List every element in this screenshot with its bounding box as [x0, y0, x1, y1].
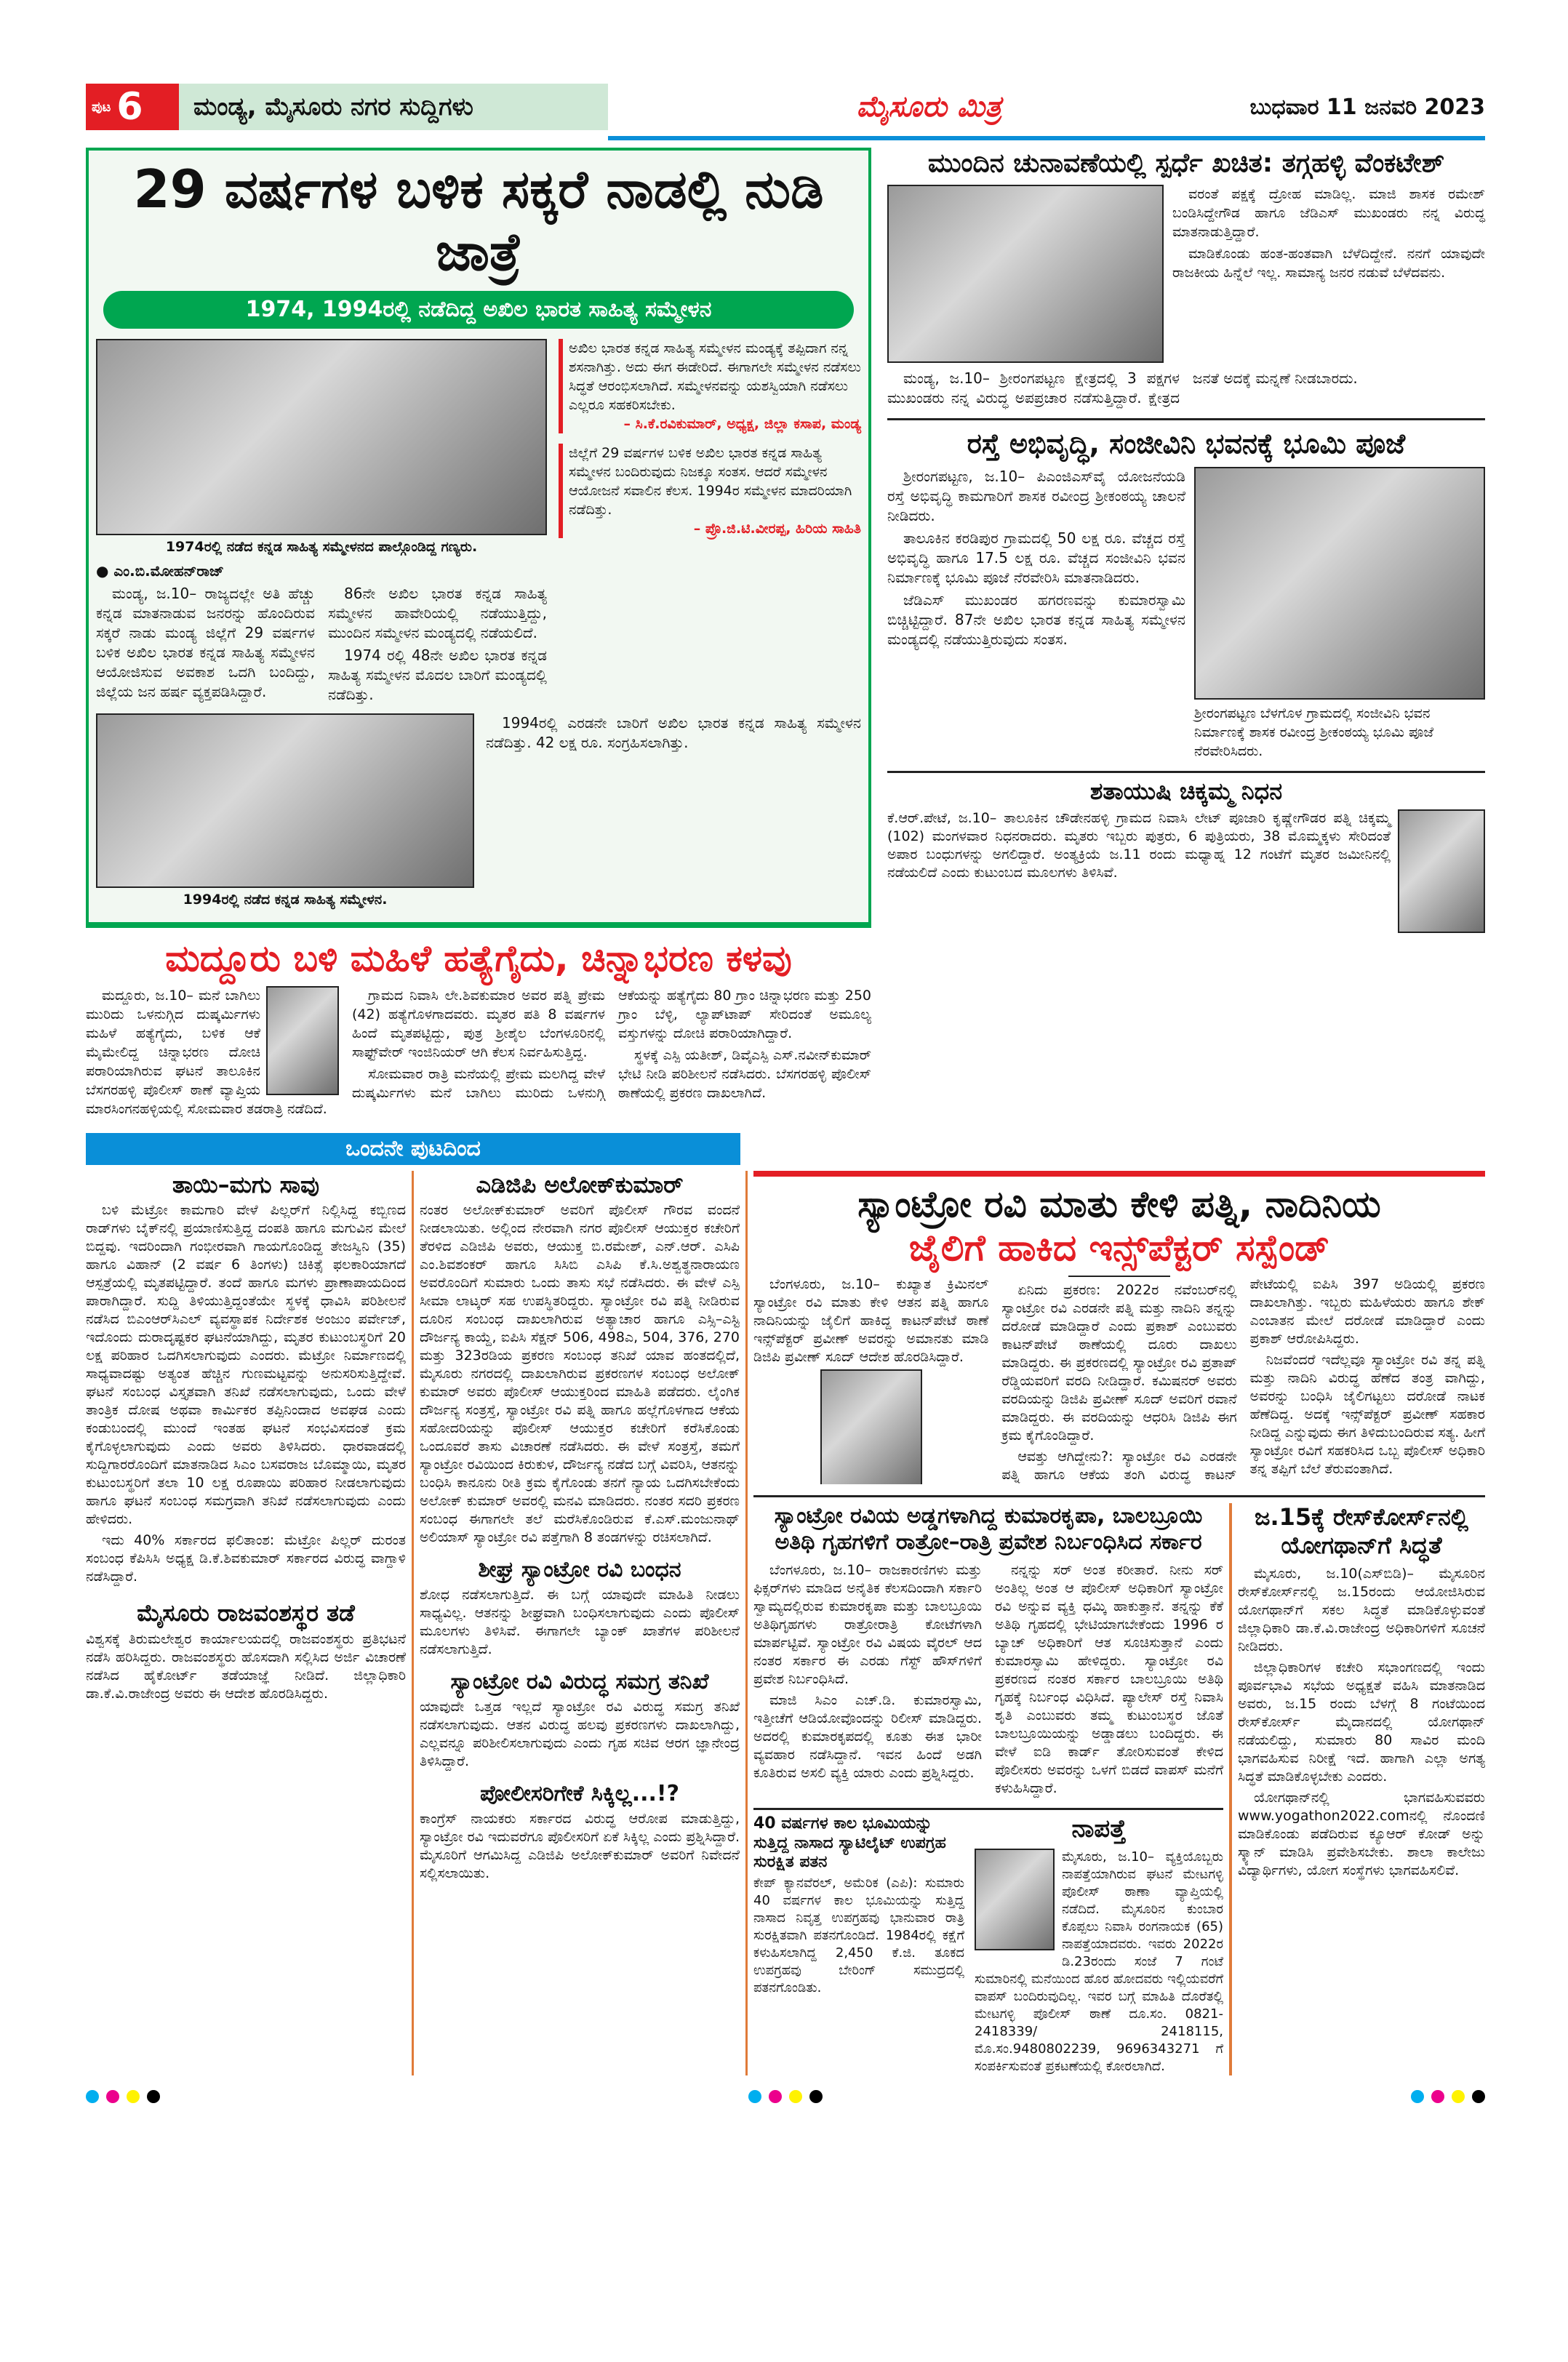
body [887, 467, 1185, 652]
headline: ಮೈಸೂರು ರಾಜವಂಶಸ್ಥರ ತಡೆ [137, 1599, 355, 1628]
photo-1974-sammelana [96, 339, 547, 535]
photo-tagahalli-venkatesh [887, 185, 1164, 363]
body: ಕಾಂಗ್ರೆಸ್ ನಾಯಕರು ಸರ್ಕಾರದ ವಿರುದ್ಧ ಆರೋಪ ಮಾಡುತ್ತಿದ್ದು, ಸ್ಯಾಂಟ್ರೋ ರವಿ ಇದುವರೆಗೂ ಪೊಲೀಸರಿಗೆ ಏಕೆ ಸಿಕ್ಕಿಲ್ಲ ಎಂದು ಪ್ರಶ್ನಿಸಿದ್ದಾರೆ. ಮೈಸೂರಿಗೆ ಆಗಮಿಸಿದ್ದ ಎಡಿಜಿಪಿ ಅಲೋಕ್‌ಕುಮಾರ್ ಅವರಿಗೆ ನಿವೇದನೆ ಸಲ್ಲಿಸಲಾಯಿತು. [420, 1811, 740, 1882]
paragraph: ಯೋಗಥಾನ್‌ನಲ್ಲಿ ಭಾಗವಹಿಸುವವರು www.yogathon2022.comನಲ್ಲಿ ನೊಂದಣಿ ಮಾಡಿಕೊಂಡು ಪಡೆದಿರುವ ಕ್ಯೂಆರ್ ಕೋಡ್ ಅನ್ನು ಸ್ಕ್ಯಾನ್ ಮಾಡಿಸಿ ಪ್ರವೇಶಿಸಬೇಕು. ಶಾಲಾ ಕಾಲೇಜು ವಿದ್ಯಾರ್ಥಿಗಳು, ಯೋಗ ಸಂಸ್ಥೆಗಳು ಭಾಗವಹಿಸಲಿವೆ. [1238, 1789, 1485, 1878]
photo-bhoomi-pooje [1194, 467, 1485, 700]
headline: ಪೋಲೀಸರಿಗೇಕೆ ಸಿಕ್ಕಿಲ್ಲ...!? [480, 1781, 679, 1807]
from-front-page-banner: ಒಂದನೇ ಪುಟದಿಂದ [86, 1133, 740, 1165]
lead-subhead: 1974, 1994ರಲ್ಲಿ ನಡೆದಿದ್ದ ಅಖಿಲ ಭಾರತ ಸಾಹಿತ್ಯ ಸಮ್ಮೇಳನ [103, 291, 854, 329]
headline: ಸ್ಯಾಂಟ್ರೋ ರವಿ ವಿರುದ್ಧ ಸಮಗ್ರ ತನಿಖೆ [450, 1669, 709, 1695]
registration-marks-left [86, 2090, 160, 2103]
article-nasa-satellite [753, 1814, 964, 1997]
headline: ಶೀಘ್ರ ಸ್ಯಾಂಟ್ರೋ ರವಿ ಬಂಧನ [478, 1557, 681, 1583]
article-road [887, 428, 1485, 761]
yellow-dot [127, 2090, 140, 2103]
lead-upper-left [96, 339, 547, 706]
black-dot [1472, 2090, 1485, 2103]
paragraph: ಮದ್ದೂರು, ಜ.10– ಮನೆ ಬಾಗಿಲು ಮುರಿದು ಒಳನುಗ್ಗಿದ ದುಷ್ಕರ್ಮಿಗಳು ಮಹಿಳೆ ಹತ್ಯೆಗೈದು, ಬಳಿಕ ಆಕೆ ಮೈಮೇಲಿದ್ದ ಚಿನ್ನಾಭರಣ ದೋಚಿ ಪರಾರಿಯಾಗಿರುವ ಘಟನೆ ತಾಲೂಕಿನ ಬೆಸಗರಹಳ್ಳಿ ಪೊಲೀಸ್ ಠಾಣೆ ವ್ಯಾಪ್ತಿಯ ಮಾರಸಿಂಗನಹಳ್ಳಿಯಲ್ಲಿ ಸೋಮವಾರ ತಡರಾತ್ರಿ ನಡೆದಿದೆ. [86, 987, 327, 1117]
photo-chikkamma [1398, 809, 1485, 933]
column-divider [1229, 1503, 1232, 2075]
issue-date: ಬುಧವಾರ 11 ಜನವರಿ 2023 [1249, 94, 1485, 120]
headline: ಶತಾಯುಷಿ ಚಿಕ್ಕಮ್ಮ ನಿಧನ [1089, 777, 1283, 805]
masthead-logo: ಮೈಸೂರು ಮಿತ್ರ [856, 90, 1002, 124]
headline: ಎಡಿಜಿಪಿ ಅಲೋಕ್‌ಕುಮಾರ್ [476, 1170, 684, 1198]
bottom-right-column [753, 1171, 1485, 2075]
headline: ತಾಯಿ–ಮಗು ಸಾವು [172, 1170, 320, 1198]
paragraph: ಮೈಸೂರು, ಜ.10(ಎಸ್‌ಬಿಡಿ)– ಮೈಸೂರಿನ ರೇಸ್‌ಕೋರ್ಸ್‌ನಲ್ಲಿ ಜ.15ರಂದು ಆಯೋಜಿಸಿರುವ ಯೋಗಥಾನ್‌ಗೆ ಸಕಲ ಸಿದ್ಧತೆ ಮಾಡಿಕೊಳ್ಳುವಂತೆ ಜಿಲ್ಲಾಧಿಕಾರಿ ಡಾ.ಕೆ.ವಿ.ರಾಜೇಂದ್ರ ಅಧಿಕಾರಿಗಳಿಗೆ ಸೂಚನೆ ನೀಡಿದರು. [1238, 1565, 1485, 1654]
cyan-dot [1411, 2090, 1424, 2103]
photo-caption: ಶ್ರೀರಂಗಪಟ್ಟಣ ಬೆಳಗೊಳ ಗ್ರಾಮದಲ್ಲಿ ಸಂಜೀವಿನಿ ಭವನ ನಿರ್ಮಾಣಕ್ಕೆ ಶಾಸಕ ರವೀಂದ್ರ ಶ್ರೀಕಂಠಯ್ಯ ಭೂಮಿ ಪೂಜೆ ನೆರವೇರಿಸಿದರು. [1194, 705, 1433, 759]
bottom-middle-column [420, 1171, 740, 1893]
bottom-left-column [86, 1171, 406, 1713]
headline-line2: ಅತಿಥಿ ಗೃಹಗಳಿಗೆ ರಾತ್ರೋ–ರಾತ್ರಿ ಪ್ರವೇಶ ನಿರ್ಬಂಧಿಸಿದ ಸರ್ಕಾರ [775, 1529, 1202, 1556]
paragraph: ಜೆಡಿಎಸ್ ಮುಖಂಡರ ಹಗರಣವನ್ನು ಕುಮಾರಸ್ವಾಮಿ ಬಿಚ್ಚಿಟ್ಟಿದ್ದಾರೆ. 87ನೇ ಅಖಿಲ ಭಾರತ ಕನ್ನಡ ಸಾಹಿತ್ಯ ಸಮ್ಮೇಳನ ಮಂಡ್ಯದಲ್ಲಿ ನಡೆಯುತ್ತಿರುವುದು ಸಂತಸ. [887, 590, 1185, 648]
registration-marks-center [748, 2090, 823, 2103]
paragraph: ಮಾಜಿ ಸಿಎಂ ಎಚ್.ಡಿ. ಕುಮಾರಸ್ವಾಮಿ, ಇತ್ತೀಚೆಗೆ ಆಡಿಯೋವೊಂದನ್ನು ರಿಲೀಸ್ ಮಾಡಿದ್ದರು. ಅದರಲ್ಲಿ ಕುಮಾರಕೃಪದಲ್ಲಿ ಕೂತು ಈತ ಭಾರೀ ವ್ಯವಹಾರ ನಡೆಸಿದ್ದಾನೆ. ಇವನ ಹಿಂದೆ ಅಡಗಿ ಕೂತಿರುವ ಅಸಲಿ ವ್ಯಕ್ತಿ ಯಾರು ಎಂದು ಪ್ರಶ್ನಿಸಿದ್ದರು. [753, 1692, 982, 1782]
article-tagahalli [887, 148, 1485, 408]
body: ನಂತರ ಅಲೋಕ್‌ಕುಮಾರ್ ಅವರಿಗೆ ಪೊಲೀಸ್ ಗೌರವ ವಂದನೆ ನೀಡಲಾಯಿತು. ಅಲ್ಲಿಂದ ನೇರವಾಗಿ ನಗರ ಪೊಲೀಸ್ ಆಯುಕ್ತರ ಕಚೇರಿಗೆ ತೆರಳಿದ ಎಡಿಜಿಪಿ ಅವರು, ಆಯುಕ್ತ ಬಿ.ರಮೇಶ್, ಎನ್.ಆರ್. ಎಸಿಪಿ ಎಂ.ಶಿವಶಂಕರ್ ಹಾಗೂ ಸಿಸಿಬಿ ಎಸಿಪಿ ಕೆ.ಸಿ.ಅಶ್ವತ್ಥನಾರಾಯಣ ಅವರೊಂದಿಗೆ ಸುಮಾರು ಒಂದು ತಾಸು ಸಭೆ ನಡೆಸಿದರು. ಈ ವೇಳೆ ಎಸ್ಪಿ ಸೀಮಾ ಲಾಟ್ಕರ್ ಸಹ ಉಪಸ್ಥಿತರಿದ್ದರು. ಸ್ಯಾಂಟ್ರೋ ರವಿ ಪತ್ನಿ ನೀಡಿರುವ ದೂರಿನ ಸಂಬಂಧ ದಾಖಲಾಗಿರುವ ಅತ್ಯಾಚಾರ ಹಾಗೂ ಎಸ್ಸಿ–ಎಸ್ಟಿ ದೌರ್ಜನ್ಯ ಕಾಯ್ದೆ, ಐಪಿಸಿ ಸೆಕ್ಷನ್ 506, 498ಎ, 504, 376, 270 ಮತ್ತು 323ರಡಿಯ ಪ್ರಕರಣ ಸಂಬಂಧ ತನಿಖೆ ಯಾವ ಹಂತದಲ್ಲಿದೆ, ಮೈಸೂರು ನಗರದಲ್ಲಿ ದಾಖಲಾಗಿರುವ ಪ್ರಕರಣಗಳ ಸಂಬಂಧ ಅಲೋಕ್ ಕುಮಾರ್ ಅವರು ಪೊಲೀಸ್ ಆಯುಕ್ತರಿಂದ ಮಾಹಿತಿ ಪಡೆದರು. ಲೈಂಗಿಕ ದೌರ್ಜನ್ಯ ಸಂತ್ರಸ್ತೆ, ಸ್ಯಾಂಟ್ರೋ ರವಿ ಪತ್ನಿ ಹಾಗೂ ಹಲ್ಲೆಗೊಳಗಾದ ಆಕೆಯ ಸಹೋದರಿಯನ್ನು ಪೊಲೀಸ್ ಆಯುಕ್ತರ ಕಚೇರಿಗೆ ಕರೆಸಿಕೊಂಡು ಒಂದೂವರೆ ತಾಸು ವಿಚಾರಣೆ ನಡೆಸಿದರು. ಈ ವೇಳೆ ಸಂತ್ರಸ್ತೆ, ತಮಗೆ ಸ್ಯಾಂಟ್ರೋ ರವಿಯಿಂದ ಕಿರುಕುಳ, ದೌರ್ಜನ್ಯ ನಡೆದ ಬಗ್ಗೆ ವಿವರಿಸಿ, ಆತನನ್ನು ಬಂಧಿಸಿ ಕಾನೂನು ರೀತಿ ಕ್ರಮ ಕೈಗೊಂಡು ತನಗೆ ನ್ಯಾಯ ಒದಗಿಸಬೇಕೆಂದು ಅಲೋಕ್ ಕುಮಾರ್ ಅವರಲ್ಲಿ ಮನವಿ ಮಾಡಿದರು. ನಂತರ ಸದರಿ ಪ್ರಕರಣ ಸಂಬಂಧ ಈಗಾಗಲೇ ತಲೆ ಮರೆಸಿಕೊಂಡಿರುವ ಕೆ.ಎಸ್.ಮಂಜುನಾಥ್ ಅಲಿಯಾಸ್ ಸ್ಯಾಂಟ್ರೋ ರವಿ ಪತ್ತೆಗಾಗಿ 8 ತಂಡಗಳನ್ನು ರಚಿಸಲಾಗಿದೆ. [420, 1202, 740, 1546]
page-number-box [86, 84, 179, 130]
page-label: ಪುಟ [92, 99, 111, 115]
lead-upper [96, 339, 861, 706]
lead-headline: 29 ವರ್ಷಗಳ ಬಳಿಕ ಸಕ್ಕರೆ ನಾಡಲ್ಲಿ ನುಡಿ ಜಾತ್ರೆ [133, 159, 824, 283]
road-photo-block [1194, 467, 1485, 761]
headline: 40 ವರ್ಷಗಳ ಕಾಲ ಭೂಮಿಯನ್ನು ಸುತ್ತಿದ್ದ ನಾಸಾದ ಸ್ಯಾಟಿಲೈಟ್ ಉಪಗ್ರಹ ಸುರಕ್ಷಿತ ಪತನ [753, 1814, 946, 1871]
kumarakrupa-block [753, 1503, 1223, 2075]
quote-box-1 [559, 339, 861, 433]
divider [753, 1495, 1485, 1497]
body-lower [887, 369, 1485, 408]
body [753, 1561, 1223, 1798]
cyan-dot [748, 2090, 761, 2103]
article-probe [420, 1669, 740, 1771]
article-maddur [86, 937, 871, 1118]
tagahalli-upper [887, 185, 1485, 363]
top-section [86, 148, 1485, 1129]
body-wrap [887, 809, 1485, 882]
article-obituary [887, 771, 1485, 937]
headline: ಮದ್ದೂರು ಬಳಿ ಮಹಿಳೆ ಹತ್ಯೆಗೈದು, ಚಿನ್ನಾಭರಣ ಕಳವು [165, 937, 792, 980]
paragraph: ಮಂಡ್ಯ, ಜ.10– ಶ್ರೀರಂಗಪಟ್ಟಣ ಕ್ಷೇತ್ರದಲ್ಲಿ 3 ಪಕ್ಷಗಳ ಮುಖಂಡರು ನನ್ನ ವಿರುದ್ಧ ಅಪಪ್ರಚಾರ ನಡೆಸುತ್ತಿದ್ದಾರೆ. ಕ್ಷೇತ್ರದ ಜನತೆ ಅದಕ್ಕೆ ಮನ್ನಣೆ ನೀಡಬಾರದು. [887, 369, 1358, 407]
article-police [420, 1781, 740, 1883]
missing-body-wrap [975, 1849, 1223, 2075]
paragraph: ಮಾಡಿಕೊಂಡು ಹಂತ-ಹಂತವಾಗಿ ಬೆಳೆದಿದ್ದೇನೆ. ನನಗೆ ಯಾವುದೇ ರಾಜಕೀಯ ಹಿನ್ನೆಲೆ ಇಲ್ಲ. ಸಾಮಾನ್ಯ ಜನರ ನಡುವೆ ಬೆಳೆದವನು. [1172, 246, 1485, 281]
section-title-text: ಮಂಡ್ಯ, ಮೈಸೂರು ನಗರ ಸುದ್ದಿಗಳು [193, 92, 473, 121]
paragraph: ಜಿಲ್ಲಾಧಿಕಾರಿಗಳ ಕಚೇರಿ ಸಭಾಂಗಣದಲ್ಲಿ ಇಂದು ಪೂರ್ವಭಾವಿ ಸಭೆಯ ಅಧ್ಯಕ್ಷತೆ ವಹಿಸಿ ಮಾತನಾಡಿದ ಅವರು, ಜ.15 ರಂದು ಬೆಳಗ್ಗೆ 8 ಗಂಟೆಯಿಂದ ರೇಸ್‌ಕೋರ್ಸ್ ಮೈದಾನದಲ್ಲಿ ಯೋಗಥಾನ್ ನಡೆಯಲಿದ್ದು, ಸುಮಾರು 80 ಸಾವಿರ ಮಂದಿ ಭಾಗವಹಿಸುವ ನಿರೀಕ್ಷೆ ಇದೆ. ಹಾಗಾಗಿ ಎಲ್ಲಾ ಅಗತ್ಯ ಸಿದ್ಧತೆ ಮಾಡಿಕೊಳ್ಳಬೇಕು ಎಂದರು. [1238, 1659, 1485, 1785]
registration-marks [86, 2090, 1485, 2103]
bottom-right-lower [753, 1503, 1485, 2075]
paragraph: ಬೆಂಗಳೂರು, ಜ.10– ಕುಖ್ಯಾತ ಕ್ರಿಮಿನಲ್ ಸ್ಯಾಂಟ್ರೋ ರವಿ ಮಾತು ಕೇಳಿ ಆತನ ಪತ್ನಿ ಹಾಗೂ ನಾದಿನಿಯನ್ನು ಜೈಲಿಗೆ ಹಾಕಿದ್ದ ಕಾಟನ್‌ಪೇಟೆ ಠಾಣೆ ಇನ್ಸ್‌ಪೆಕ್ಟರ್ ಪ್ರವೀಣ್ ಅವರನ್ನು ಅಮಾನತು ಮಾಡಿ ಡಿಜಿಪಿ ಪ್ರವೀಣ್ ಸೂದ್ ಆದೇಶ ಹೊರಡಿಸಿದ್ದಾರೆ. [753, 1276, 989, 1365]
magenta-dot [106, 2090, 119, 2103]
road-content [887, 467, 1485, 761]
lead-photo-1994-block [96, 713, 474, 915]
paragraph: ಸ್ಥಳಕ್ಕೆ ಎಸ್ಪಿ ಯತೀಶ್, ಡಿವೈಎಸ್ಪಿ ಎಸ್.ನವೀನ್‌ಕುಮಾರ್ ಭೇಟಿ ನೀಡಿ ಪರಿಶೀಲನೆ ನಡೆಸಿದರು. ಬೆಸಗರಹಳ್ಳಿ ಪೊಲೀಸ್ ಠಾಣೆಯಲ್ಲಿ ಪ್ರಕರಣ ದಾಖಲಾಗಿದೆ. [618, 1046, 871, 1101]
paragraph: ಮಂಡ್ಯ, ಜ.10– ರಾಜ್ಯದಲ್ಲೇ ಅತಿ ಹೆಚ್ಚು ಕನ್ನಡ ಮಾತನಾಡುವ ಜನರನ್ನು ಹೊಂದಿರುವ ಸಕ್ಕರೆ ನಾಡು ಮಂಡ್ಯ ಜಿಲ್ಲೆಗೆ 29 ವರ್ಷಗಳ ಬಳಿಕ ಅಖಿಲ ಭಾರತ ಕನ್ನಡ ಸಾಹಿತ್ಯ ಸಮ್ಮೇಳನ ಆಯೋಜಿಸುವ ಅವಕಾಶ ಒದಗಿ ಬಂದಿದ್ದು, ಜಿಲ್ಲೆಯ ಜನ ಹರ್ಷ ವ್ಯಕ್ತಪಡಿಸಿದ್ದಾರೆ. [96, 584, 315, 700]
headline: ಮುಂದಿನ ಚುನಾವಣೆಯಲ್ಲಿ ಸ್ಪರ್ಧೆ ಖಚಿತ: ತಗ್ಗಹಳ್ಳಿ ವೆಂಕಟೇಶ್ [927, 148, 1445, 178]
article-adgp-alok [420, 1171, 740, 1547]
small-articles [753, 1808, 1223, 2075]
quote-2-author: – ಪ್ರೊ.ಜಿ.ಟಿ.ವೀರಪ್ಪ, ಹಿರಿಯ ಸಾಹಿತಿ [693, 520, 861, 537]
body: ಮೈಸೂರು, ಜ.10– ವ್ಯಕ್ತಿಯೊಬ್ಬರು ನಾಪತ್ತೆಯಾಗಿರುವ ಘಟನೆ ಮೇಟಗಳ್ಳಿ ಪೊಲೀಸ್ ಠಾಣಾ ವ್ಯಾಪ್ತಿಯಲ್ಲಿ ನಡೆದಿದೆ. ಮೈಸೂರಿನ ಕುಂಬಾರ ಕೊಪ್ಪಲು ನಿವಾಸಿ ರಂಗನಾಯಕ (65) ನಾಪತ್ತೆಯಾದವರು. ಇವರು 2022ರ ಡಿ.23ರಂದು ಸಂಜೆ 7 ಗಂಟೆ ಸುಮಾರಿನಲ್ಲಿ ಮನೆಯಿಂದ ಹೊರ ಹೋದವರು ಇಲ್ಲಿಯವರೆಗೆ ವಾಪಸ್ ಬಂದಿರುವುದಿಲ್ಲ. ಇವರ ಬಗ್ಗೆ ಮಾಹಿತಿ ದೊರೆತಲ್ಲಿ ಮೇಟಗಳ್ಳಿ ಪೊಲೀಸ್ ಠಾಣೆ ದೂ.ಸಂ. 0821-2418339/ 2418115, ಮೊ.ಸಂ.9480802239, 9696343271 ಗೆ ಸಂಪರ್ಕಿಸುವಂತೆ ಪ್ರಕಟಣೆಯಲ್ಲಿ ಕೋರಲಾಗಿದೆ. [975, 1849, 1223, 2074]
registration-marks-right [1411, 2090, 1485, 2103]
headline-line2: ಜೈಲಿಗೆ ಹಾಕಿದ ಇನ್ಸ್‌ಪೆಕ್ಟರ್ ಸಸ್ಪೆಂಡ್ [908, 1226, 1330, 1269]
photo-1994-sammelana [96, 713, 474, 888]
black-dot [147, 2090, 160, 2103]
article-yogathon [1238, 1503, 1485, 1883]
paragraph: 1974 ರಲ್ಲಿ 48ನೇ ಅಖಿಲ ಭಾರತ ಕನ್ನಡ ಸಾಹಿತ್ಯ ಸಮ್ಮೇಳನ ಮೊದಲ ಬಾರಿಗೆ ಮಂಡ್ಯದಲ್ಲಿ ನಡೆದಿತ್ತು. [328, 646, 547, 703]
quote-1-author: – ಸಿ.ಕೆ.ರವಿಕುಮಾರ್, ಅಧ್ಯಕ್ಷ, ಜಿಲ್ಲಾ ಕಸಾಪ, ಮಂಡ್ಯ [623, 415, 861, 432]
magenta-dot [1431, 2090, 1444, 2103]
headline: ಜ.15ಕ್ಕೆ ರೇಸ್‌ಕೋರ್ಸ್‌ನಲ್ಲಿ ಯೋಗಥಾನ್‌ಗೆ ಸಿದ್ಧತೆ [1254, 1503, 1469, 1559]
paragraph: ನಿಜವೆಂದರೆ ಇದೆಲ್ಲವೂ ಸ್ಯಾಂಟ್ರೋ ರವಿ ತನ್ನ ಪತ್ನಿ ಮತ್ತು ನಾದಿನಿ ವಿರುದ್ಧ ಹೆಣೆದ ತಂತ್ರ ವಾಗಿದ್ದು, ಅವರನ್ನು ಬಂಧಿಸಿ ಜೈಲಿಗಟ್ಟಲು ದರೋಡೆ ನಾಟಕ ಹೆಣೆದಿದ್ದ. ಅದಕ್ಕೆ ಇನ್ಸ್‌ಪೆಕ್ಟರ್ ಪ್ರವೀಣ್ ಸಹಕಾರ ನೀಡಿದ್ದ ಎನ್ನುವುದು ಈಗ ತಿಳಿದುಬಂದಿರುವ ಸತ್ಯ. ಹೀಗೆ ಸ್ಯಾಂಟ್ರೋ ರವಿಗೆ ಸಹಕರಿಸಿದ ಒಬ್ಬ ಪೊಲೀಸ್ ಅಧಿಕಾರಿ ತನ್ನ ತಪ್ಪಿಗೆ ಬೆಲೆ ತೆರುವಂತಾಗಿದೆ. [1249, 1351, 1485, 1477]
lead-quotes [559, 339, 861, 538]
column-divider [412, 1171, 414, 2075]
page-number: 6 [116, 85, 143, 129]
article-kumarakrupa [753, 1503, 1223, 1798]
lead-lower [96, 713, 861, 915]
body: ಕೆ.ಆರ್.ಪೇಟೆ, ಜ.10– ತಾಲೂಕಿನ ಚೌಡೇನಹಳ್ಳಿ ಗ್ರಾಮದ ನಿವಾಸಿ ಲೇಟ್ ಪೂಜಾರಿ ಕೃಷ್ಣೇಗೌಡರ ಪತ್ನಿ ಚಿಕ್ಕಮ್ಮ (102) ಮಂಗಳವಾರ ನಿಧನರಾದರು. ಮೃತರು ಇಬ್ಬರು ಪುತ್ರರು, 6 ಪುತ್ರಿಯರು, 38 ಮೊಮ್ಮಕ್ಕಳು ಸೇರಿದಂತೆ ಅಪಾರ ಬಂಧುಗಳನ್ನು ಅಗಲಿದ್ದಾರೆ. ಅಂತ್ಯಕ್ರಿಯೆ ಜ.11 ರಂದು ಮಧ್ಯಾಹ್ನ 12 ಗಂಟೆಗೆ ಮೃತರ ಜಮೀನಿನಲ್ಲಿ ನಡೆಯಲಿದೆ ಎಂದು ಕುಟುಂಬದ ಮೂಲಗಳು ತಿಳಿಸಿವೆ. [887, 810, 1391, 881]
bottom-section [86, 1171, 1485, 2075]
article-thayi-magu [86, 1171, 406, 1589]
paragraph: ಆವತ್ತು ಆಗಿದ್ದೇನು?: ಸ್ಯಾಂಟ್ರೋ ರವಿ ಎರಡನೇ ಪತ್ನಿ ಹಾಗೂ ಆಕೆಯ ತಂಗಿ ವಿರುದ್ಧ ಕಾಟನ್ ಪೇಟೆಯಲ್ಲಿ ಐಪಿಸಿ 397 ಅಡಿಯಲ್ಲಿ ಪ್ರಕರಣ ದಾಖಲಾಗಿತ್ತು. ಇಬ್ಬರು ಮಹಿಳೆಯರು ಹಾಗೂ ಶೇಕ್ ಎಂಬಾತನ ಮೇಲೆ ದರೋಡೆ ಮಾಡಿದ್ದಾರೆ ಎಂದು ಪ್ರಕಾಶ್ ಆರೋಪಿಸಿದ್ದರು. [1001, 1276, 1485, 1483]
column-divider [745, 1171, 748, 2075]
paragraph: ನನ್ನನ್ನು ಸರ್ ಅಂತ ಕರೀತಾರೆ. ನೀನು ಸರ್ ಅಂತಿಲ್ಲ ಅಂತ ಆ ಪೊಲೀಸ್ ಅಧಿಕಾರಿಗೆ ಸ್ಯಾಂಟ್ರೋ ರವಿ ಅನ್ನುವ ವ್ಯಕ್ತಿ ಧಮ್ಕಿ ಹಾಕುತ್ತಾನೆ. ತನ್ನನ್ನು ಕೆಕೆ ಅತಿಥಿ ಗೃಹದಲ್ಲಿ ಭೇಟಿಯಾಗಬೇಕೆಂದು 1996 ರ ಬ್ಯಾಚ್ ಅಧಿಕಾರಿಗೆ ಆತ ಸೂಚಿಸುತ್ತಾನೆ ಎಂದು ಕುಮಾರಸ್ವಾಮಿ ಹೇಳಿದ್ದರು. ಸ್ಯಾಂಟ್ರೋ ರವಿ ಪ್ರಕರಣದ ನಂತರ ಸರ್ಕಾರ ಬಾಲಬ್ರೂಯಿ ಅತಿಥಿ ಗೃಹಕ್ಕೆ ನಿರ್ಬಂಧ ವಿಧಿಸಿದೆ. ಪ್ಯಾಲೇಸ್ ರಸ್ತೆ ನಿವಾಸಿ ಶೃತಿ ಎಂಬುವರು ತಮ್ಮ ಕುಟುಂಬಸ್ಥರ ಜೊತೆ ಬಾಲಬ್ರೂಯಿಯನ್ನು ಅಡ್ಡಾಡಲು ಬಂದಿದ್ದರು. ಈ ವೇಳೆ ಐಡಿ ಕಾರ್ಡ್ ತೋರಿಸುವಂತೆ ಕೇಳಿದ ಪೊಲೀಸರು ಅವರನ್ನು ಒಳಗೆ ಬಿಡದೆ ವಾಪಸ್ ಮನೆಗೆ ಕಳುಹಿಸಿದ್ದಾರೆ. [995, 1562, 1223, 1797]
body: ಯಾವುದೇ ಒತ್ತಡ ಇಲ್ಲದೆ ಸ್ಯಾಂಟ್ರೋ ರವಿ ವಿರುದ್ಧ ಸಮಗ್ರ ತನಿಖೆ ನಡೆಸಲಾಗುವುದು. ಆತನ ವಿರುದ್ಧ ಹಲವು ಪ್ರಕರಣಗಳು ದಾಖಲಾಗಿದ್ದು, ಎಲ್ಲವನ್ನೂ ಪರಿಶೀಲಿಸಲಾಗುವುದು ಎಂದು ಗೃಹ ಸಚಿವ ಆರಗ ಜ್ಞಾನೇಂದ್ರ ತಿಳಿಸಿದ್ದಾರೆ. [420, 1699, 740, 1770]
headline: ರಸ್ತೆ ಅಭಿವೃದ್ಧಿ, ಸಂಜೀವಿನಿ ಭವನಕ್ಕೆ ಭೂಮಿ ಪೂಜೆ [967, 428, 1406, 460]
lead-byline: ● ಎಂ.ಬಿ.ಮೋಹನ್‌ರಾಜ್ [96, 561, 224, 580]
photo-missing-person [975, 1849, 1055, 1950]
photo-victim [266, 986, 339, 1095]
paragraph: ತಾಲೂಕಿನ ಕರಡಿಪುರ ಗ್ರಾಮದಲ್ಲಿ 50 ಲಕ್ಷ ರೂ. ವೆಚ್ಚದ ರಸ್ತೆ ಅಭಿವೃದ್ಧಿ ಹಾಗೂ 17.5 ಲಕ್ಷ ರೂ. ವೆಚ್ಚದ ಸಂಜೀವಿನಿ ಭವನ ನಿರ್ಮಾಣಕ್ಕೆ ಭೂಮಿ ಪೂಜೆ ನೆರವೇರಿಸಿ ಮಾತನಾಡಿದರು. [887, 529, 1185, 586]
quote-2-text: ಜಿಲ್ಲೆಗೆ 29 ವರ್ಷಗಳ ಬಳಿಕ ಅಖಿಲ ಭಾರತ ಕನ್ನಡ ಸಾಹಿತ್ಯ ಸಮ್ಮೇಳನ ಬಂದಿರುವುದು ನಿಜಕ್ಕೂ ಸಂತಸ. ಆದರೆ ಸಮ್ಮೇಳನ ಆಯೋಜನೆ ಸವಾಲಿನ ಕೆಲಸ. 1994ರ ಸಮ್ಮೇಳನ ಮಾದರಿಯಾಗಿ ನಡೆದಿತ್ತು. [569, 444, 852, 518]
caption-1974: 1974ರಲ್ಲಿ ನಡೆದ ಕನ್ನಡ ಸಾಹಿತ್ಯ ಸಮ್ಮೇಳನದ ಪಾಲ್ಗೊಂಡಿದ್ದ ಗಣ್ಯರು. [165, 538, 478, 555]
header-rule [608, 136, 1485, 140]
article-rajavamsha [86, 1599, 406, 1702]
paragraph: ಇದು 40% ಸರ್ಕಾರದ ಫಲಿತಾಂಶ: ಮೆಟ್ರೋ ಪಿಲ್ಲರ್ ದುರಂತ ಸಂಬಂಧ ಕೆಪಿಸಿಸಿ ಅಧ್ಯಕ್ಷ ಡಿ.ಕೆ.ಶಿವಕುಮಾರ್ ಸರ್ಕಾರದ ವಿರುದ್ಧ ವಾಗ್ದಾಳಿ ನಡೆಸಿದ್ದಾರೆ. [86, 1532, 406, 1585]
body [86, 1201, 406, 1586]
body: ಕೇಪ್ ಕ್ಯಾನವೆರಲ್, ಅಮೆರಿಕ (ಎಪಿ): ಸುಮಾರು 40 ವರ್ಷಗಳ ಕಾಲ ಭೂಮಿಯನ್ನು ಸುತ್ತಿದ್ದ ನಾಸಾದ ನಿವೃತ್ತ ಉಪಗ್ರಹವು ಭಾನುವಾರ ರಾತ್ರಿ ಸುರಕ್ಷಿತವಾಗಿ ಪತನಗೊಂಡಿದೆ. 1984ರಲ್ಲಿ ಕಕ್ಷೆಗೆ ಕಳುಹಿಸಲಾಗಿದ್ದ 2,450 ಕೆ.ಜಿ. ತೂಕದ ಉಪಗ್ರಹವು ಬೇರಿಂಗ್ ಸಮುದ್ರದಲ್ಲಿ ಪತನಗೊಂಡಿತು. [753, 1875, 964, 1996]
newspaper-page [86, 0, 1485, 2132]
lead-body-right [486, 713, 861, 756]
paragraph: ಗ್ರಾಮದ ನಿವಾಸಿ ಲೇ.ಶಿವಕುಮಾರ ಅವರ ಪತ್ನಿ ಪ್ರೇಮ (42) ಹತ್ಯೆಗೊಳಗಾದವರು. ಮೃತರ ಪತಿ 8 ವರ್ಷಗಳ ಹಿಂದೆ ಮೃತಪಟ್ಟಿದ್ದು, ಪುತ್ರ ಶ್ರೀಶೈಲ ಬೆಂಗಳೂರಿನಲ್ಲಿ ಸಾಫ್ಟ್‌ವೇರ್ ಇಂಜಿನಿಯರ್ ಆಗಿ ಕೆಲಸ ನಿರ್ವಹಿಸುತ್ತಿದ್ದ. [352, 987, 605, 1060]
paragraph: ಏನಿದು ಪ್ರಕರಣ: 2022ರ ನವೆಂಬರ್‌ನಲ್ಲಿ ಸ್ಯಾಂಟ್ರೋ ರವಿ ಎರಡನೇ ಪತ್ನಿ ಮತ್ತು ನಾದಿನಿ ತನ್ನನ್ನು ದರೋಡೆ ಮಾಡಿದ್ದಾರೆ ಎಂದು ಪ್ರಕಾಶ್ ಎಂಬುವರು ಕಾಟನ್‌ಪೇಟೆ ಠಾಣೆಯಲ್ಲಿ ದೂರು ದಾಖಲು ಮಾಡಿದ್ದರು. ಈ ಪ್ರಕರಣದಲ್ಲಿ ಸ್ಯಾಂಟ್ರೋ ರವಿ ಪ್ರತಾಪ್ ರೆಡ್ಡಿಯವರಿಗೆ ವರದಿ ನೀಡಿದ್ದಾರೆ. ಕಮಿಷನರ್ ಅವರು ವರದಿಯನ್ನು ಡಿಜಿಪಿ ಪ್ರವೀಣ್ ಸೂದ್ ಅವರಿಗೆ ರವಾನೆ ಮಾಡಿದ್ದರು. ಈ ವರದಿಯನ್ನು ಆಧರಿಸಿ ಡಿಜಿಪಿ ಈಗ ಕ್ರಮ ಕೈಗೊಂಡಿದ್ದಾರೆ. [1001, 1281, 1237, 1444]
magenta-dot [769, 2090, 782, 2103]
top-left-column [86, 148, 871, 1129]
headline-line1: ಸ್ಯಾಂಟ್ರೋ ರವಿಯ ಅಡ್ಡಗಳಾಗಿದ್ದ ಕುಮಾರಕೃಪಾ, ಬಾಲಬ್ರೂಯಿ [774, 1503, 1203, 1529]
paragraph: ವರಂತೆ ಪಕ್ಷಕ್ಕೆ ದ್ರೋಹ ಮಾಡಿಲ್ಲ. ಮಾಜಿ ಶಾಸಕ ರಮೇಶ್ ಬಂಡಿಸಿದ್ದೇಗೌಡ ಹಾಗೂ ಜೆಡಿಎಸ್ ಮುಖಂಡರು ನನ್ನ ವಿರುದ್ಧ ಮಾತನಾಡುತ್ತಿದ್ದಾರೆ. [1172, 186, 1485, 241]
section-title [179, 84, 608, 130]
yellow-dot [1452, 2090, 1465, 2103]
yellow-dot [789, 2090, 802, 2103]
top-right-column [887, 148, 1485, 948]
body: ಶೋಧ ನಡೆಸಲಾಗುತ್ತಿದೆ. ಈ ಬಗ್ಗೆ ಯಾವುದೇ ಮಾಹಿತಿ ನೀಡಲು ಸಾಧ್ಯವಿಲ್ಲ. ಆತನನ್ನು ಶೀಘ್ರವಾಗಿ ಬಂಧಿಸಲಾಗುವುದು ಎಂದು ಪೊಲೀಸ್ ಮೂಲಗಳು ತಿಳಿಸಿವೆ. ಈಗಾಗಲೇ ಬ್ಯಾಂಕ್ ಖಾತೆಗಳ ಪರಿಶೀಲನೆ ನಡೆಸಲಾಗುತ್ತಿದೆ. [420, 1587, 740, 1658]
article-arrest [420, 1557, 740, 1659]
lead-body-left [96, 584, 547, 706]
quote-1-text: ಅಖಿಲ ಭಾರತ ಕನ್ನಡ ಸಾಹಿತ್ಯ ಸಮ್ಮೇಳನ ಮಂಡ್ಯಕ್ಕೆ ತಪ್ಪಿದಾಗ ನನ್ನ ಶಸನಾಗಿತ್ತು. ಅದು ಈಗ ಈಡೇರಿದೆ. ಈಗಾಗಲೇ ಸಮ್ಮೇಳನ ನಡೆಸಲು ಸಿದ್ಧತೆ ಆರಂಭಿಸಲಾಗಿದೆ. ಸಮ್ಮೇಳನವನ್ನು ಯಶಸ್ವಿಯಾಗಿ ನಡೆಸಲು ಎಲ್ಲರೂ ಸಹಕರಿಸಬೇಕು. [569, 340, 861, 413]
body [753, 1276, 1485, 1485]
body [1238, 1565, 1485, 1880]
article-santro-inspector [753, 1171, 1485, 1485]
headline-line1: ಸ್ಯಾಂಟ್ರೋ ರವಿ ಮಾತು ಕೇಳಿ ಪತ್ನಿ, ನಾದಿನಿಯ [857, 1182, 1381, 1225]
black-dot [809, 2090, 823, 2103]
body: ವಿಶ್ವಸಕ್ಕೆ ತಿರುಮಲೇಶ್ವರ ಕಾರ್ಯಾಲಯದಲ್ಲಿ ರಾಜವಂಶಸ್ಥರು ಪ್ರತಿಭಟನೆ ನಡೆಸಿ ಹರಿಸಿದ್ದರು. ರಾಜವಂಶಸ್ಥರು ಹೊಸದಾಗಿ ಸಲ್ಲಿಸಿದ ಅರ್ಜಿ ವಿಚಾರಣೆ ನಡೆಸಿದ ಹೈಕೋರ್ಟ್ ತಡೆಯಾಜ್ಞೆ ನೀಡಿದೆ. ಜಿಲ್ಲಾಧಿಕಾರಿ ಡಾ.ಕೆ.ವಿ.ರಾಜೇಂದ್ರ ಅವರು ಈ ಆದೇಶ ಹೊರಡಿಸಿದ್ದರು. [86, 1630, 406, 1702]
article-missing [975, 1814, 1223, 2075]
quote-box-2 [559, 444, 861, 538]
headline: ನಾಪತ್ತೆ [1071, 1814, 1127, 1844]
divider [887, 418, 1485, 420]
cyan-dot [86, 2090, 99, 2103]
paragraph: 86ನೇ ಅಖಿಲ ಭಾರತ ಕನ್ನಡ ಸಾಹಿತ್ಯ ಸಮ್ಮೇಳನ ಹಾವೇರಿಯಲ್ಲಿ ನಡೆಯುತ್ತಿದ್ದು, ಮುಂದಿನ ಸಮ್ಮೇಳನ ಮಂಡ್ಯದಲ್ಲಿ ನಡೆಯಲಿದೆ. [328, 584, 547, 641]
paragraph: ಶ್ರೀರಂಗಪಟ್ಟಣ, ಜ.10– ಪಿಎಂಜಿಎಸ್‌ವೈ ಯೋಜನೆಯಡಿ ರಸ್ತೆ ಅಭಿವೃದ್ಧಿ ಕಾಮಗಾರಿಗೆ ಶಾಸಕ ರವೀಂದ್ರ ಶ್ರೀಕಂಠಯ್ಯ ಚಾಲನೆ ನೀಡಿದರು. [887, 467, 1185, 524]
page-header [86, 84, 1485, 130]
caption-1994: 1994ರಲ್ಲಿ ನಡೆದ ಕನ್ನಡ ಸಾಹಿತ್ಯ ಸಮ್ಮೇಳನ. [183, 891, 388, 908]
paragraph: ಸೋಮವಾರ ರಾತ್ರಿ ಮನೆಯಲ್ಲಿ ಪ್ರೇಮ ಮಲಗಿದ್ದ ವೇಳೆ ದುಷ್ಕರ್ಮಿಗಳು ಮನೆ ಬಾಗಿಲು ಮುರಿದು ಒಳನುಗ್ಗಿ ಆಕೆಯನ್ನು ಹತ್ಯೆಗೈದು 80 ಗ್ರಾಂ ಚಿನ್ನಾಭರಣ ಮತ್ತು 250 ಗ್ರಾಂ ಬೆಳ್ಳಿ, ಲ್ಯಾಪ್‌ಟಾಪ್ ಸೇರಿದಂತೆ ಅಮೂಲ್ಯ ವಸ್ತುಗಳನ್ನು ದೋಚಿ ಪರಾರಿಯಾಗಿದ್ದಾರೆ. [352, 987, 871, 1101]
paragraph: ಬಳಿ ಮೆಟ್ರೋ ಕಾಮಗಾರಿ ವೇಳೆ ಪಿಲ್ಲರ್‌ಗೆ ನಿಲ್ಲಿಸಿದ್ದ ಕಬ್ಬಿಣದ ರಾಡ್‌ಗಳು ಬೈಕ್‌ನಲ್ಲಿ ಪ್ರಯಾಣಿಸುತ್ತಿದ್ದ ದಂಪತಿ ಹಾಗೂ ಮಗುವಿನ ಮೇಲೆ ಬಿದ್ದವು. ಇದರಿಂದಾಗಿ ಗಂಭೀರವಾಗಿ ಗಾಯಗೊಂಡಿದ್ದ ತೇಜಸ್ವಿನಿ (35) ಹಾಗೂ ವಿಹಾನ್ (2 ವರ್ಷ 6 ತಿಂಗಳು) ಚಿಕಿತ್ಸೆ ಫಲಕಾರಿಯಾಗದೆ ಆಸ್ಪತ್ರೆಯಲ್ಲಿ ಮೃತಪಟ್ಟಿದ್ದಾರೆ. ತಂದೆ ಹಾಗೂ ಮಗಳು ಪ್ರಾಣಾಪಾಯದಿಂದ ಪಾರಾಗಿದ್ದಾರೆ. ಸುದ್ದಿ ತಿಳಿಯುತ್ತಿದ್ದಂತೆಯೇ ಸ್ಥಳಕ್ಕೆ ಧಾವಿಸಿ ಪರಿಶೀಲನೆ ನಡೆಸಿದ ಬಿಎಂಆರ್‌ಸಿಎಲ್ ವ್ಯವಸ್ಥಾಪಕ ನಿರ್ದೇಶಕ ಅಂಜುಂ ಪರ್ವೇಜ್, ಇದೊಂದು ದುರಾದೃಷ್ಟಕರ ಘಟನೆಯಾಗಿದ್ದು, ಮೃತರ ಕುಟುಂಬಸ್ಥರಿಗೆ 20 ಲಕ್ಷ ಪರಿಹಾರ ಒದಗಿಸಲಾಗುವುದು ಎಂದರು. ಮೆಟ್ರೋ ನಿರ್ಮಾಣದಲ್ಲಿ ಸಾಧ್ಯವಾದಷ್ಟು ಅತ್ಯಂತ ಹೆಚ್ಚಿನ ಗುಣಮಟ್ಟವನ್ನು ಅನುಸರಿಸುತ್ತಿದ್ದೇವೆ. ಘಟನೆ ಸಂಬಂಧ ವಿಸ್ತೃತವಾಗಿ ತನಿಖೆ ನಡೆಸಲಾಗುವುದು, ಒಂದು ವೇಳೆ ತಾಂತ್ರಿಕ ದೋಷ ಅಥವಾ ಕಾರ್ಮಿಕರ ತಪ್ಪಿನಿಂದಾದ ಅವಘಡ ಎಂದು ಕಂಡುಬಂದಲ್ಲಿ ಮುಂದೆ ಇಂತಹ ಘಟನೆ ಸಂಭವಿಸದಂತೆ ಕ್ರಮ ಕೈಗೊಳ್ಳಲಾಗುವುದು ಎಂದು ಅವರು ತಿಳಿಸಿದರು. ಧಾರವಾಡದಲ್ಲಿ ಸುದ್ದಿಗಾರರೊಂದಿಗೆ ಮಾತನಾಡಿದ ಸಿಎಂ ಬಸವರಾಜ ಬೊಮ್ಮಾಯಿ, ಮೃತರ ಕುಟುಂಬಸ್ಥರಿಗೆ ತಲಾ 10 ಲಕ್ಷ ರೂಪಾಯಿ ಪರಿಹಾರ ನೀಡಲಾಗುವುದು ಹಾಗೂ ಘಟನೆ ಸಂಬಂಧ ಸಮಗ್ರವಾಗಿ ತನಿಖೆ ನಡೆಸಲಾಗುವುದು ಎಂದು ಹೇಳಿದರು. [86, 1202, 406, 1528]
lead-article [86, 148, 871, 928]
body [1172, 185, 1485, 285]
body [86, 986, 871, 1118]
paragraph: ಬೆಂಗಳೂರು, ಜ.10– ರಾಜಕಾರಣಿಗಳು ಮತ್ತು ಫಿಕ್ಸರ್‌ಗಳು ಮಾಡಿದ ಅನೈತಿಕ ಕೆಲಸದಿಂದಾಗಿ ಸರ್ಕಾರಿ ಸ್ವಾಮ್ಯದಲ್ಲಿರುವ ಕುಮಾರಕೃಪಾ ಮತ್ತು ಬಾಲಬ್ರೂಯಿ ಅತಿಥಿಗೃಹಗಳು ರಾತ್ರೋರಾತ್ರಿ ಕೋಟೆಗಳಾಗಿ ಮಾರ್ಪಟ್ಟಿವೆ. ಸ್ಯಾಂಟ್ರೋ ರವಿ ವಿಷಯ ವೈರಲ್ ಆದ ನಂತರ ಸರ್ಕಾರ ಈ ಎರಡು ಗೆಸ್ಟ್ ಹೌಸ್‌ಗಳಿಗೆ ಪ್ರವೇಶ ನಿರ್ಬಂಧಿಸಿದೆ. [753, 1562, 982, 1688]
paragraph: 1994ರಲ್ಲಿ ಎರಡನೇ ಬಾರಿಗೆ ಅಖಿಲ ಭಾರತ ಕನ್ನಡ ಸಾಹಿತ್ಯ ಸಮ್ಮೇಳನ ನಡೆದಿತ್ತು. 42 ಲಕ್ಷ ರೂ. ಸಂಗ್ರಹಿಸಲಾಗಿತ್ತು. [486, 713, 861, 751]
